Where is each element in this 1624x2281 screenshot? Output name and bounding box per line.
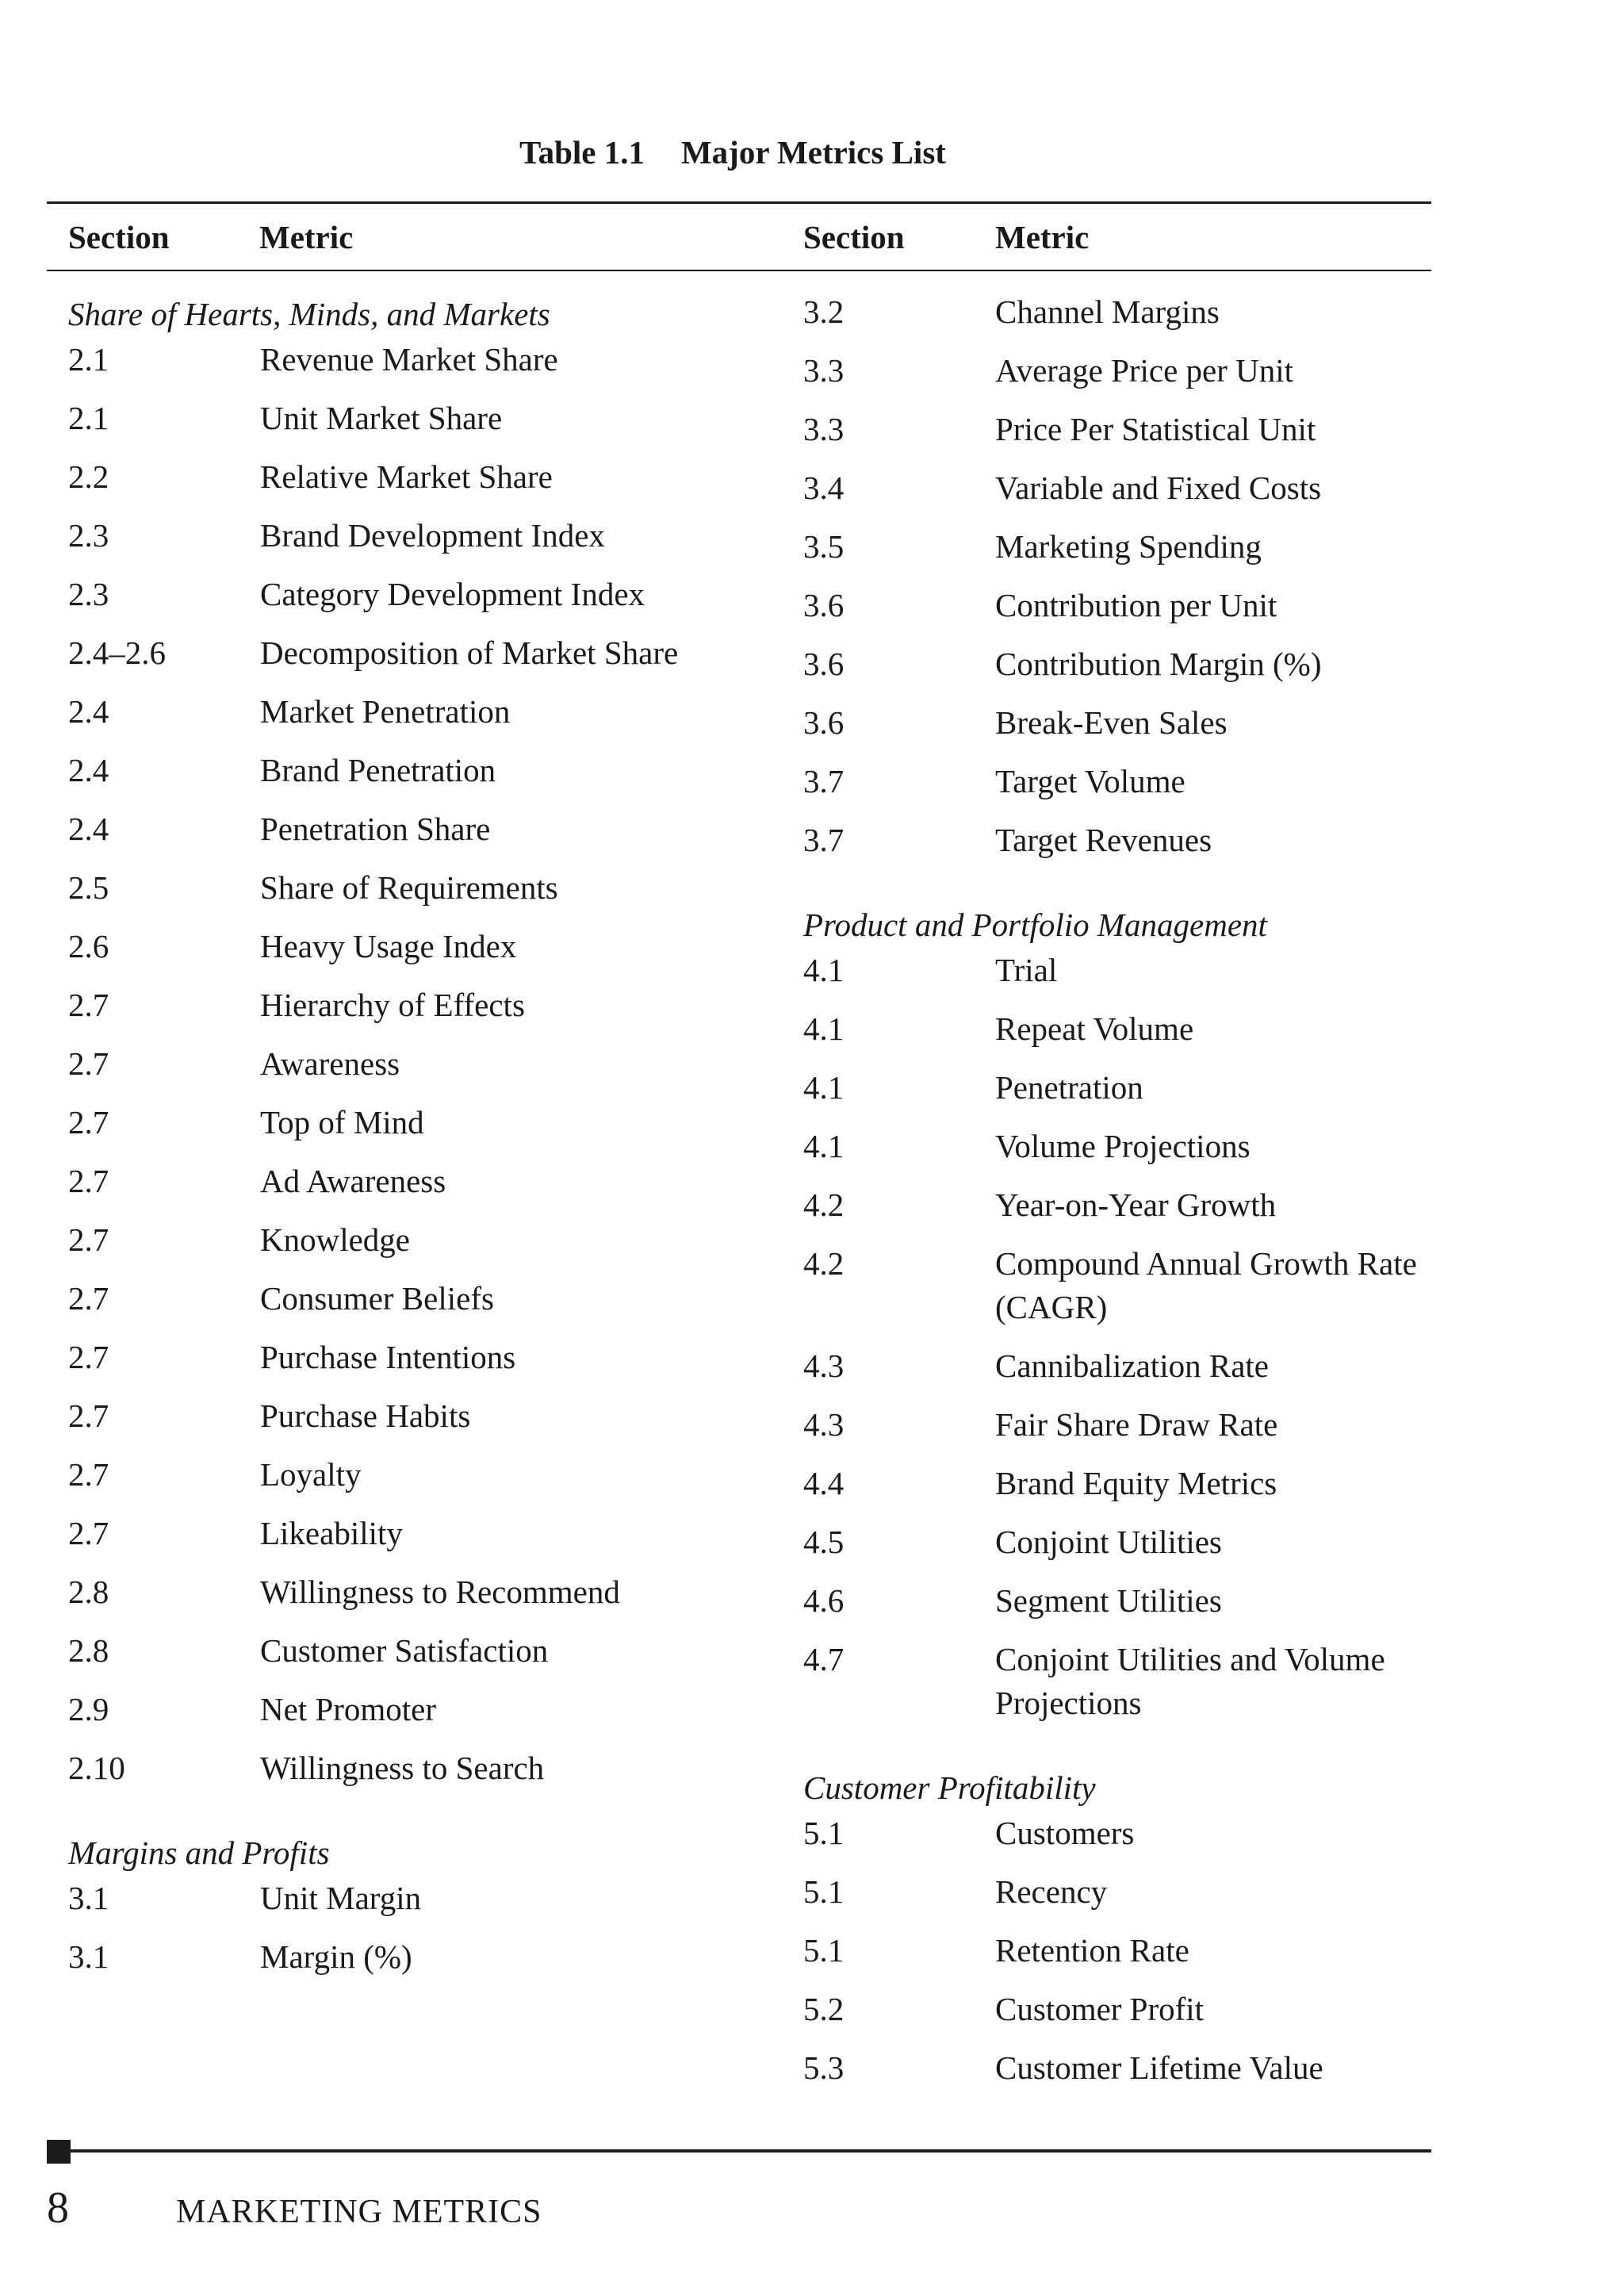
column-header-metric-left: Metric — [259, 219, 354, 255]
table-caption — [519, 133, 946, 171]
table-row — [68, 807, 695, 866]
metric-name: Customers — [995, 1815, 1135, 1851]
table-row — [803, 1183, 1430, 1242]
metric-name: Penetration Share — [260, 811, 491, 847]
left-column — [68, 290, 695, 1994]
right-column — [803, 290, 1430, 2105]
metric-name: Purchase Intentions — [260, 1339, 516, 1375]
table-row — [803, 349, 1430, 408]
table-number: Table 1.1 — [519, 134, 645, 171]
table-row — [803, 1462, 1430, 1520]
metric-name: Brand Development Index — [260, 517, 605, 554]
table-row — [803, 642, 1430, 701]
table-row — [803, 949, 1430, 1007]
metric-name: Target Volume — [995, 763, 1185, 799]
section-number: 2.7 — [68, 1221, 109, 1258]
table-top-rule — [47, 201, 1431, 204]
metric-name: Fair Share Draw Rate — [995, 1406, 1278, 1443]
section-number: 3.1 — [68, 1938, 109, 1975]
metric-name: Channel Margins — [995, 293, 1220, 330]
group-title: Margins and Profits — [68, 1834, 330, 1871]
table-row — [803, 1870, 1430, 1929]
metric-name: Likeability — [260, 1515, 403, 1551]
group-title: Share of Hearts, Minds, and Markets — [68, 296, 550, 332]
section-number: 3.1 — [68, 1880, 109, 1916]
table-row — [68, 631, 695, 690]
section-number: 2.10 — [68, 1750, 125, 1786]
metric-name: Awareness — [260, 1045, 400, 1082]
table-row — [68, 1101, 695, 1160]
table-row — [803, 408, 1430, 466]
metric-name: Brand Penetration — [260, 752, 496, 788]
section-number: 2.1 — [68, 400, 109, 436]
section-number: 3.3 — [803, 352, 845, 389]
table-row — [68, 1570, 695, 1629]
metric-name: Repeat Volume — [995, 1010, 1194, 1047]
metric-name: Trial — [995, 952, 1058, 988]
section-number: 4.7 — [803, 1641, 845, 1677]
table-row — [803, 1520, 1430, 1579]
section-number: 4.5 — [803, 1524, 845, 1560]
table-row — [803, 760, 1430, 818]
section-number: 2.7 — [68, 1280, 109, 1317]
section-number: 2.4–2.6 — [68, 634, 166, 671]
section-number: 2.3 — [68, 517, 109, 554]
metric-name: Loyalty — [260, 1456, 362, 1493]
table-row — [68, 1160, 695, 1218]
metric-name: Unit Market Share — [260, 400, 503, 436]
metric-name: Knowledge — [260, 1221, 411, 1258]
metric-name: Top of Mind — [260, 1104, 424, 1140]
section-number: 5.1 — [803, 1815, 845, 1851]
section-number: 2.7 — [68, 987, 109, 1023]
section-number: 3.2 — [803, 293, 845, 330]
section-number: 2.7 — [68, 1397, 109, 1434]
section-number: 3.3 — [803, 411, 845, 447]
table-row — [68, 1935, 695, 1994]
section-number: 3.6 — [803, 646, 845, 682]
metric-name: Ad Awareness — [260, 1163, 446, 1199]
section-number: 4.2 — [803, 1245, 845, 1282]
section-number: 5.1 — [803, 1873, 845, 1910]
section-number: 4.6 — [803, 1582, 845, 1619]
column-header-section-left: Section — [68, 219, 170, 255]
metric-name: Customer Satisfaction — [260, 1632, 549, 1669]
section-number: 2.2 — [68, 458, 109, 495]
metric-name: Break-Even Sales — [995, 704, 1228, 741]
section-number: 3.5 — [803, 528, 845, 565]
section-number: 3.6 — [803, 587, 845, 623]
section-number: 2.4 — [68, 811, 109, 847]
section-number: 5.1 — [803, 1932, 845, 1969]
section-number: 3.7 — [803, 822, 845, 858]
metric-name: Consumer Beliefs — [260, 1280, 494, 1317]
page-number: 8 — [47, 2183, 69, 2233]
section-number: 4.4 — [803, 1465, 845, 1501]
metric-name: Market Penetration — [260, 693, 511, 730]
section-number: 4.1 — [803, 1010, 845, 1047]
footer-rule — [47, 2149, 1431, 2153]
table-row — [68, 1394, 695, 1453]
section-number: 2.3 — [68, 576, 109, 612]
section-number: 5.3 — [803, 2049, 845, 2086]
table-row — [803, 2046, 1430, 2105]
table-row — [803, 1988, 1430, 2046]
table-row — [68, 690, 695, 749]
section-number: 2.4 — [68, 752, 109, 788]
section-number: 2.7 — [68, 1515, 109, 1551]
table-row — [68, 514, 695, 573]
metric-name: Willingness to Recommend — [260, 1574, 620, 1610]
metric-name: Retention Rate — [995, 1932, 1189, 1969]
section-number: 5.2 — [803, 1991, 845, 2027]
metric-name: Willingness to Search — [260, 1750, 545, 1786]
section-number: 2.9 — [68, 1691, 109, 1727]
metric-name: Volume Projections — [995, 1128, 1251, 1164]
table-row — [803, 1929, 1430, 1988]
section-number: 4.2 — [803, 1187, 845, 1223]
table-row — [68, 866, 695, 925]
metric-name: Conjoint Utilities and Volume Projections — [995, 1641, 1385, 1721]
section-number: 4.3 — [803, 1406, 845, 1443]
section-number: 4.1 — [803, 1128, 845, 1164]
metric-name: Average Price per Unit — [995, 352, 1294, 389]
table-row — [68, 1629, 695, 1688]
table-row — [68, 455, 695, 514]
table-row — [803, 1579, 1430, 1638]
table-row — [68, 1512, 695, 1570]
table-row — [68, 1877, 695, 1935]
metric-name: Hierarchy of Effects — [260, 987, 525, 1023]
section-number: 2.7 — [68, 1456, 109, 1493]
section-number: 2.7 — [68, 1339, 109, 1375]
metric-name: Revenue Market Share — [260, 341, 558, 378]
section-number: 2.5 — [68, 869, 109, 906]
metric-name: Variable and Fixed Costs — [995, 470, 1322, 506]
section-number: 2.1 — [68, 341, 109, 378]
table-row — [803, 701, 1430, 760]
table-row — [68, 397, 695, 455]
table-row — [803, 1125, 1430, 1183]
section-number: 2.6 — [68, 928, 109, 964]
metric-name: Marketing Spending — [995, 528, 1262, 565]
metric-name: Heavy Usage Index — [260, 928, 517, 964]
metric-name: Compound Annual Growth Rate (CAGR) — [995, 1245, 1417, 1325]
metric-name: Net Promoter — [260, 1691, 437, 1727]
table-row — [68, 1688, 695, 1746]
metric-name: Conjoint Utilities — [995, 1524, 1222, 1560]
table-row — [68, 1218, 695, 1277]
table-row — [803, 818, 1430, 877]
metric-name: Relative Market Share — [260, 458, 553, 495]
table-row — [803, 1638, 1430, 1740]
section-number: 2.8 — [68, 1632, 109, 1669]
section-number: 2.4 — [68, 693, 109, 730]
metric-name: Cannibalization Rate — [995, 1348, 1269, 1384]
table-row — [68, 1042, 695, 1101]
group-title: Product and Portfolio Management — [803, 907, 1267, 943]
section-number: 2.7 — [68, 1163, 109, 1199]
table-row — [803, 290, 1430, 349]
table-row — [68, 338, 695, 397]
metric-name: Penetration — [995, 1069, 1143, 1106]
section-number: 4.1 — [803, 952, 845, 988]
column-header-section-right: Section — [803, 219, 905, 255]
metric-name: Customer Lifetime Value — [995, 2049, 1323, 2086]
table-title: Major Metrics List — [680, 134, 946, 171]
metric-name: Brand Equity Metrics — [995, 1465, 1277, 1501]
table-row — [68, 925, 695, 983]
column-header-metric-right: Metric — [995, 219, 1090, 255]
metric-name: Segment Utilities — [995, 1582, 1222, 1619]
metric-name: Decomposition of Market Share — [260, 634, 679, 671]
metric-name: Category Development Index — [260, 576, 645, 612]
table-row — [803, 584, 1430, 642]
table-row — [803, 1403, 1430, 1462]
metric-name: Contribution per Unit — [995, 587, 1277, 623]
table-row — [803, 1242, 1430, 1344]
running-head: MARKETING METRICS — [176, 2194, 542, 2230]
section-number: 2.7 — [68, 1104, 109, 1140]
metric-name: Price Per Statistical Unit — [995, 411, 1316, 447]
section-number: 3.7 — [803, 763, 845, 799]
table-row — [68, 983, 695, 1042]
table-row — [68, 749, 695, 807]
metric-name: Unit Margin — [260, 1880, 422, 1916]
metric-name: Share of Requirements — [260, 869, 558, 906]
section-number: 4.3 — [803, 1348, 845, 1384]
group-title: Customer Profitability — [803, 1769, 1096, 1806]
metric-name: Margin (%) — [260, 1938, 412, 1975]
metric-name: Contribution Margin (%) — [995, 646, 1322, 682]
metric-name: Recency — [995, 1873, 1108, 1910]
table-header-rule — [47, 270, 1431, 271]
section-number: 4.1 — [803, 1069, 845, 1106]
table-row — [68, 1746, 695, 1805]
metric-name: Customer Profit — [995, 1991, 1205, 2027]
table-row — [803, 525, 1430, 584]
table-row — [68, 1277, 695, 1336]
metric-name: Year-on-Year Growth — [995, 1187, 1277, 1223]
table-row — [803, 1066, 1430, 1125]
section-number: 3.4 — [803, 470, 845, 506]
metric-name: Target Revenues — [995, 822, 1212, 858]
table-row — [803, 1007, 1430, 1066]
table-row — [68, 1336, 695, 1394]
section-number: 2.7 — [68, 1045, 109, 1082]
section-number: 3.6 — [803, 704, 845, 741]
table-row — [803, 1344, 1430, 1403]
section-number: 2.8 — [68, 1574, 109, 1610]
table-row — [68, 573, 695, 631]
table-row — [803, 1811, 1430, 1870]
table-row — [803, 466, 1430, 525]
metric-name: Purchase Habits — [260, 1397, 471, 1434]
table-row — [68, 1453, 695, 1512]
